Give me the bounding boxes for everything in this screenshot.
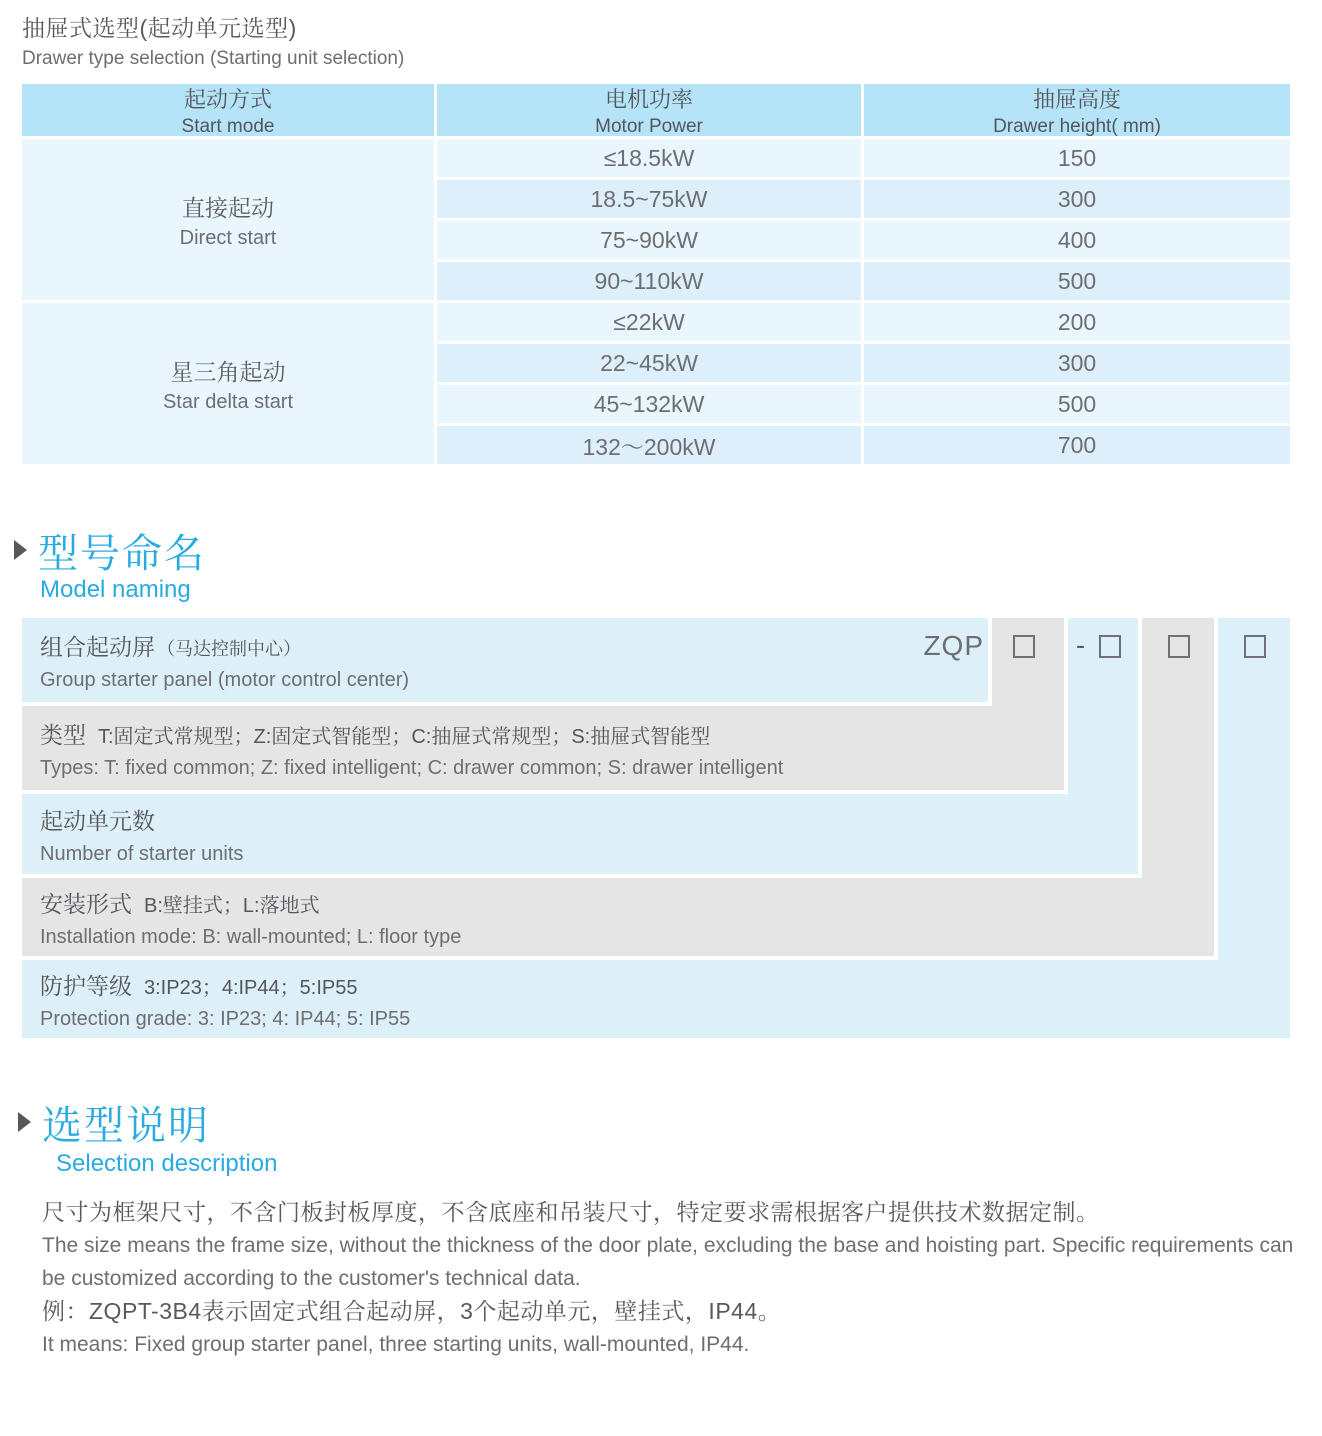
model-row-type (22, 706, 1064, 790)
selection-description-heading-cn: 选型说明 (42, 1104, 210, 1148)
row-cn (40, 886, 1214, 919)
power-cell: 45~132kW (437, 385, 861, 423)
mode-cn: 直接起动 (182, 194, 274, 221)
page-title-cn: 抽屉式选型(起动单元选型) (22, 15, 297, 41)
row-en: Group starter panel (motor control center) (40, 668, 410, 691)
model-row-starter-units (22, 794, 1138, 874)
model-row-protection-grade (22, 960, 1290, 1038)
row-en: Number of starter units (40, 842, 244, 865)
model-row-group-starter-panel (22, 618, 988, 702)
section-arrow-icon (14, 540, 27, 560)
table-header-motor-power (437, 84, 861, 136)
header-en: Motor Power (595, 115, 703, 137)
example-en: It means: Fixed group starter panel, three starting units, wall-mounted, IP44. (42, 1333, 750, 1356)
height-cell: 150 (864, 139, 1290, 177)
row-en: Protection grade: 3: IP23; 4: IP44; 5: IP55 (40, 1007, 411, 1030)
row-label-cn: 安装形式 (40, 890, 132, 917)
code-box-installation (1168, 635, 1190, 658)
code-box-type (1013, 635, 1035, 658)
height-cell: 400 (864, 221, 1290, 259)
header-cn: 电机功率 (604, 86, 693, 112)
row-cn (40, 629, 988, 662)
section-arrow-icon (18, 1112, 31, 1132)
mode-cell-direct-start (22, 139, 434, 300)
row-detail-cn: 3:IP23；4:IP44；5:IP55 (144, 976, 358, 999)
note-cn: 尺寸为框架尺寸，不含门板封板厚度，不含底座和吊装尺寸，特定要求需根据客户提供技术数据定制。 (42, 1199, 1100, 1225)
power-cell: ≤18.5kW (437, 139, 861, 177)
code-box-units (1099, 635, 1121, 658)
model-code-prefix: ZQP (923, 630, 984, 661)
row-detail-cn: （马达控制中心） (157, 638, 301, 659)
code-separator: - (1076, 630, 1085, 660)
model-row-installation-mode (22, 878, 1214, 956)
table-header-drawer-height (864, 84, 1290, 136)
power-cell: 75~90kW (437, 221, 861, 259)
row-cn (40, 717, 1064, 750)
mode-cn: 星三角起动 (170, 358, 286, 385)
height-cell: 500 (864, 262, 1290, 300)
row-detail-cn: B:壁挂式；L:落地式 (144, 894, 320, 917)
power-cell: 90~110kW (437, 262, 861, 300)
power-cell: 132～200kW (437, 426, 861, 464)
row-label-cn: 类型 (40, 721, 86, 748)
page-title (22, 10, 404, 70)
row-cn (40, 803, 1138, 836)
selection-description-text (42, 1196, 1294, 1361)
mode-en: Direct start (179, 226, 277, 249)
model-naming-heading-en: Model naming (40, 576, 191, 603)
power-cell: 18.5~75kW (437, 180, 861, 218)
power-cell: 22~45kW (437, 344, 861, 382)
height-cell: 700 (864, 426, 1290, 464)
note-en: The size means the frame size, without the thickness of the door plate, excluding the base and hoisting part. Specific requirements can be customized according to the customer's technical data. (42, 1234, 1294, 1290)
power-cell: ≤22kW (437, 303, 861, 341)
height-cell: 500 (864, 385, 1290, 423)
row-en: Types: T: fixed common; Z: fixed intelligent; C: drawer common; S: drawer intelligent (40, 756, 784, 779)
row-label-cn: 防护等级 (40, 972, 132, 999)
height-cell: 300 (864, 344, 1290, 382)
selection-description-heading-en: Selection description (56, 1150, 278, 1177)
row-label-cn: 起动单元数 (40, 807, 155, 834)
model-naming-heading-cn: 型号命名 (38, 532, 206, 576)
page-title-en: Drawer type selection (Starting unit selection) (22, 48, 405, 69)
example-cn: 例：ZQPT-3B4表示固定式组合起动屏，3个起动单元，壁挂式，IP44。 (42, 1298, 782, 1324)
header-cn: 起动方式 (183, 86, 272, 112)
header-en: Drawer height( mm) (993, 115, 1161, 137)
selection-table (22, 84, 1290, 464)
row-cn (40, 968, 1290, 1001)
height-cell: 200 (864, 303, 1290, 341)
row-label-cn: 组合起动屏 (40, 633, 155, 660)
row-detail-cn: T:固定式常规型；Z:固定式智能型；C:抽屉式常规型；S:抽屉式智能型 (98, 725, 711, 748)
mode-cell-star-delta-start (22, 303, 434, 464)
code-box-protection (1244, 635, 1266, 658)
table-header-start-mode (22, 84, 434, 136)
header-cn: 抽屉高度 (1032, 86, 1121, 112)
mode-en: Star delta start (162, 390, 294, 413)
row-en: Installation mode: B: wall-mounted; L: floor type (40, 925, 462, 948)
header-en: Start mode (181, 115, 275, 137)
height-cell: 300 (864, 180, 1290, 218)
